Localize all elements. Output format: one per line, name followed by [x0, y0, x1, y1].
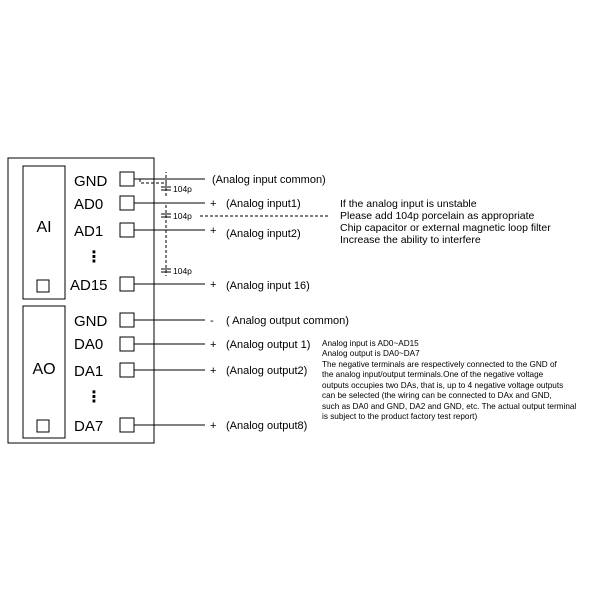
- signal-da1: (Analog output2): [226, 365, 308, 377]
- filter-note-line: Chip capacitor or external magnetic loop filter: [340, 222, 551, 234]
- output-note-line: the analog input/output terminals.One of the negative voltage: [322, 370, 544, 379]
- filter-note: [340, 198, 551, 246]
- signal-da0: (Analog output 1): [226, 339, 311, 351]
- polarity-ad15: +: [210, 279, 217, 291]
- ao-status-square: [37, 420, 49, 432]
- terminal-screw-ao-gnd[interactable]: [120, 313, 134, 327]
- output-note-line: can be selected (the wiring can be connected to DAx and GND,: [322, 391, 552, 400]
- polarity-ad1: +: [210, 225, 217, 237]
- ao-group-label: AO: [32, 361, 56, 378]
- signal-ai-gnd: (Analog input common): [212, 174, 326, 186]
- output-note-line: outputs occupies two DAs, that is, up to 4 negative voltage outputs: [322, 381, 564, 390]
- output-note: [322, 339, 576, 421]
- terminal-screw-ad1[interactable]: [120, 223, 134, 237]
- ai-group-label: AI: [36, 219, 52, 236]
- signal-ao-gnd: ( Analog output common): [226, 315, 349, 327]
- terminal-label-ad0: AD0: [74, 196, 104, 213]
- ai-ellipsis: ⋮: [86, 249, 102, 266]
- capacitor-3-label: 104p: [173, 266, 192, 276]
- capacitor-2-label: 104p: [173, 211, 192, 221]
- ai-status-square: [37, 280, 49, 292]
- signal-ad0: (Analog input1): [226, 198, 301, 210]
- filter-note-line: Please add 104p porcelain as appropriate: [340, 210, 535, 222]
- filter-note-line: If the analog input is unstable: [340, 198, 477, 210]
- polarity-da0: +: [210, 339, 217, 351]
- polarity-da1: +: [210, 365, 217, 377]
- terminal-screw-da1[interactable]: [120, 363, 134, 377]
- terminal-screw-da0[interactable]: [120, 337, 134, 351]
- ao-ellipsis: ⋮: [86, 389, 102, 406]
- output-note-line: The negative terminals are respectively connected to the GND of: [322, 360, 557, 369]
- terminal-screw-ad0[interactable]: [120, 196, 134, 210]
- terminal-label-ao-gnd: GND: [74, 313, 108, 330]
- terminal-label-da1: DA1: [74, 363, 104, 380]
- signal-da7: (Analog output8): [226, 420, 308, 432]
- polarity-da7: +: [210, 420, 217, 432]
- polarity-ad0: +: [210, 198, 217, 210]
- signal-ad15: (Analog input 16): [226, 280, 310, 292]
- terminal-label-da7: DA7: [74, 418, 104, 435]
- capacitor-network: [140, 172, 330, 276]
- signal-ad1: (Analog input2): [226, 228, 301, 240]
- terminal-screw-ai-gnd[interactable]: [120, 172, 134, 186]
- capacitor-1-label: 104p: [173, 184, 192, 194]
- terminal-label-ai-gnd: GND: [74, 173, 108, 190]
- output-note-line: such as DA0 and GND, DA2 and GND, etc. The actual output terminal: [322, 402, 577, 411]
- terminal-screw-da7[interactable]: [120, 418, 134, 432]
- output-note-line: is subject to the product factory test report): [322, 412, 478, 421]
- terminal-screw-ad15[interactable]: [120, 277, 134, 291]
- output-note-line: Analog output is DA0~DA7: [322, 349, 420, 358]
- terminal-label-ad15: AD15: [70, 277, 108, 294]
- filter-note-line: Increase the ability to interfere: [340, 234, 481, 246]
- terminal-label-da0: DA0: [74, 336, 104, 353]
- output-note-line: Analog input is AD0~AD15: [322, 339, 419, 348]
- terminal-label-ad1: AD1: [74, 223, 104, 240]
- polarity-ao-gnd: -: [210, 315, 214, 327]
